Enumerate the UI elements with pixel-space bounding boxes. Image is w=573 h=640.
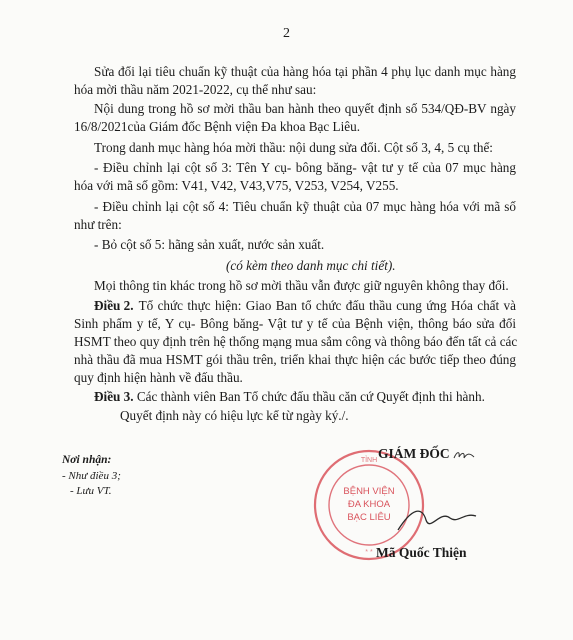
paragraph-line: - Điều chỉnh lại cột số 3: Tên Y cụ- bông băng- vật tư y tế của 07 mục hàng <box>94 160 516 175</box>
paragraph-line: Trong danh mục hàng hóa mời thầu: nội dung sửa đổi. Cột số 3, 4, 5 cụ thể: <box>94 140 493 155</box>
paragraph-line: hóa mời thầu năm 2021-2022, cụ thể như sau: <box>74 82 317 97</box>
recipients-title: Nơi nhận: <box>62 454 112 466</box>
article-3-label: Điều 3. <box>94 389 134 404</box>
paragraph-line: - Bỏ cột số 5: hãng sản xuất, nước sản xuất. <box>94 237 325 252</box>
attachment-note: (có kèm theo danh mục chi tiết). <box>226 258 396 273</box>
paragraph-line: - Điều chỉnh lại cột số 4: Tiêu chuẩn kỹ thuật của 07 mục hàng hóa với mã số <box>94 199 516 214</box>
paragraph-line: nhà thầu đã mua HSMT gói thầu trên, triển khai thực hiện các bước tiếp theo đúng <box>74 352 516 367</box>
svg-text:ĐA KHOA: ĐA KHOA <box>347 499 391 510</box>
paragraph-line: Nội dung trong hồ sơ mời thầu ban hành theo quyết định số 534/QĐ-BV ngày <box>94 101 516 116</box>
paragraph-line: Mọi thông tin khác trong hồ sơ mời thầu vẫn được giữ nguyên không thay đổi. <box>94 278 509 293</box>
paragraph-line: 16/8/2021của Giám đốc Bệnh viện Đa khoa Bạc Liêu. <box>74 119 361 134</box>
paragraph-line: hóa với mã số gồm: V41, V42, V43,V75, V253, V254, V255. <box>74 178 399 193</box>
page-number: 2 <box>283 26 290 41</box>
paragraph-line: Tổ chức thực hiện: Giao Ban tổ chức đấu thầu cung ứng Hóa chất và <box>138 298 516 313</box>
initials-scribble <box>453 449 475 461</box>
svg-text:BẠC LIÊU: BẠC LIÊU <box>347 512 391 523</box>
svg-text:BỆNH VIỆN: BỆNH VIỆN <box>343 486 395 497</box>
paragraph-line: Các thành viên Ban Tổ chức đấu thầu căn cứ Quyết định thi hành. <box>136 389 485 404</box>
article-2-first-line <box>94 298 516 314</box>
paragraph-line: HSMT theo quy định trên hệ thống mạng mua sắm công và thông báo đến tất cả các <box>74 334 518 349</box>
handwritten-signature <box>392 500 482 540</box>
recipient-item: - Lưu VT. <box>70 485 112 497</box>
paragraph-line: Sửa đổi lại tiêu chuẩn kỹ thuật của hàng hóa tại phần 4 phụ lục danh mục hàng <box>94 64 516 79</box>
paragraph-line: quy định hiện hành về đấu thầu. <box>74 370 243 385</box>
paragraph-line: như trên: <box>74 217 122 232</box>
paragraph-line: Sinh phẩm y tế, Y cụ- Bông băng- Vật tư y tế của Bệnh viện, thông báo sửa đổi <box>74 316 516 331</box>
paragraph-line: Quyết định này có hiệu lực kể từ ngày ký./. <box>120 408 349 423</box>
recipient-item: - Như điều 3; <box>62 470 121 482</box>
signatory-name: Mã Quốc Thiện <box>376 545 467 560</box>
article-3-line <box>94 389 536 405</box>
article-2-label: Điều 2. <box>94 298 134 313</box>
signature-title: GIÁM ĐỐC <box>378 446 475 462</box>
svg-text:* *: * * <box>365 549 373 556</box>
svg-text:TỈNH: TỈNH <box>360 457 378 464</box>
